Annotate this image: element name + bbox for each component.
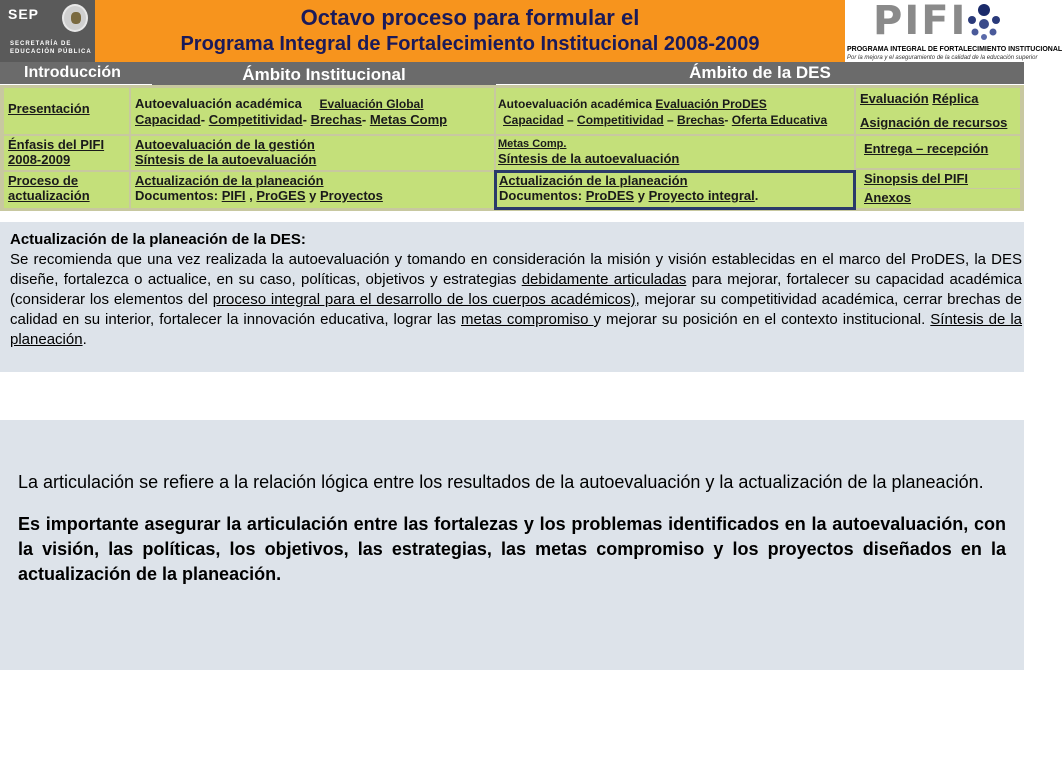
des-brechas-link[interactable]: Brechas [677, 113, 725, 127]
sep-subtitle-line2: EDUCACIÓN PÚBLICA [10, 49, 92, 55]
anexos-link[interactable]: Anexos [864, 190, 911, 205]
doc-proyectos-link[interactable]: Proyectos [319, 188, 383, 203]
pifi-subtitle: PROGRAMA INTEGRAL DE FORTALECIMIENTO INSTITUCIONAL [847, 46, 1062, 53]
tab-ambito-des[interactable]: Ámbito de la DES [496, 62, 1024, 84]
right-anexos-cell [856, 189, 1020, 208]
description-text-4: y mejorar su posición en el contexto institucional. [593, 311, 931, 328]
articulation-panel [0, 420, 1024, 670]
sep-label: SEP [8, 6, 40, 22]
evaluacion-link[interactable]: Evaluación [860, 91, 929, 106]
des-sintesis-cell [496, 136, 854, 170]
inst-capacidad-link[interactable]: Capacidad [135, 112, 201, 127]
presentacion-link[interactable]: Presentación [8, 101, 90, 116]
inst-brechas-link[interactable]: Brechas [310, 112, 362, 127]
des-sintesis-link[interactable]: Síntesis de la autoevaluación [498, 151, 680, 166]
des-capacidad-link[interactable]: Capacidad [503, 113, 564, 127]
inst-actualizacion-link[interactable]: Actualización de la planeación [135, 173, 324, 188]
doc-proyecto-integral-link[interactable]: Proyecto integral [648, 188, 755, 203]
inst-gestion-cell [131, 136, 494, 170]
right-evaluacion-cell [856, 88, 1020, 134]
doc-prodes-link[interactable]: ProDES [585, 188, 635, 203]
des-autoeval-cell: Autoevaluación académica Evaluación ProDES Capacidad – Competitividad – Brechas- Oferta Educativa [496, 88, 854, 134]
sep-subtitle-line1: SECRETARÍA DE [10, 41, 72, 47]
inst-autoeval-label: Autoevaluación académica [135, 96, 302, 111]
sep-subtitle [10, 40, 92, 56]
des-eval-prodes-link[interactable]: Evaluación ProDES [655, 97, 767, 111]
proceso-integral-link[interactable]: proceso integral para el desarrollo de los cuerpos académicos) [212, 291, 636, 308]
inst-competitividad-link[interactable]: Competitividad [208, 112, 303, 127]
mexico-crest-icon [62, 4, 88, 32]
sinopsis-link[interactable]: Sinopsis del PIFI [864, 171, 969, 186]
inst-autoeval-gestion-link[interactable]: Autoevaluación de la gestión [135, 137, 315, 152]
inst-documentos-label: Documentos: [135, 188, 219, 203]
page-title [95, 0, 845, 62]
des-competitividad-link[interactable]: Competitividad [577, 113, 664, 127]
description-text-1: Se recomienda que una vez realizada la autoevaluación y tomando en consideración la misión y visión establecidas en el marco del ProDES, la DES diseñe, fortalezca o actualice, en su caso, políticas, objetivos y estrategias [10, 251, 1022, 288]
title-line2: Programa Integral de Fortalecimiento Institucional 2008-2009 [180, 33, 760, 55]
articuladas-link[interactable]: debidamente articuladas [521, 271, 687, 288]
des-documentos-label: Documentos: [499, 188, 583, 203]
tab-introduccion[interactable]: Introducción [0, 62, 152, 84]
description-text-2: para mejorar, fortalecer su capacidad académica (considerar los elementos del [10, 271, 1022, 308]
inst-actualizacion-cell: Actualización de la planeación Documentos: PIFI , ProGES y Proyectos [131, 172, 494, 208]
proceso-link[interactable]: Proceso de actualización [8, 173, 90, 203]
articulation-paragraph: La articulación se refiere a la relación lógica entre los resultados de la autoevaluación y la actualización de la planeación. [18, 472, 984, 492]
inst-y-label: y [309, 188, 317, 203]
section-nav [0, 62, 1024, 86]
inst-eval-global-link[interactable]: Evaluación Global [319, 97, 424, 111]
inst-sintesis-link[interactable]: Síntesis de la autoevaluación [135, 152, 317, 167]
description-body [10, 250, 1022, 350]
des-y-label: y [637, 188, 645, 203]
enfasis-link[interactable]: Énfasis del PIFI 2008-2009 [8, 137, 105, 167]
right-entrega-cell [856, 136, 1020, 168]
des-oferta-link[interactable]: Oferta Educativa [731, 113, 828, 127]
tab-ambito-institucional[interactable]: Ámbito Institucional [152, 62, 496, 86]
doc-proges-link[interactable]: ProGES [256, 188, 306, 203]
importance-paragraph: Es importante asegurar la articulación entre las fortalezas y los problemas identificados en la autoevaluación, con la visión, las políticas, los objetivos, las estrategias, las metas compromiso y los proyectos diseñados en la actualización de la planeación. [18, 514, 1006, 584]
doc-pifi-link[interactable]: PIFI [221, 188, 246, 203]
metas-compromiso-link[interactable]: metas compromiso [461, 311, 594, 328]
asignacion-recursos-link[interactable]: Asignación de recursos [860, 115, 1008, 130]
pifi-tagline: Por la mejora y el aseguramiento de la calidad de la educación superior [847, 55, 1038, 61]
replica-link[interactable]: Réplica [932, 91, 979, 106]
description-text-5: . [82, 331, 87, 348]
pifi-wordmark: PIFI [873, 0, 968, 44]
entrega-recepcion-link[interactable]: Entrega – recepción [864, 141, 989, 156]
des-actualizacion-link[interactable]: Actualización de la planeación [499, 173, 688, 188]
pifi-logo [845, 0, 1062, 65]
navigation-grid [0, 85, 1024, 211]
nav-presentacion[interactable] [4, 88, 129, 134]
des-metas-link[interactable]: Metas Comp. [498, 138, 567, 150]
des-actualizacion-cell: Actualización de la planeación Documentos: ProDES y Proyecto integral. [494, 170, 856, 210]
des-autoeval-label: Autoevaluación académica [498, 97, 653, 111]
title-line1: Octavo proceso para formular el [300, 5, 640, 30]
nav-proceso[interactable] [4, 172, 129, 208]
globe-dots-icon [963, 2, 1005, 44]
inst-metas-link[interactable]: Metas Comp [369, 112, 448, 127]
nav-enfasis[interactable] [4, 136, 129, 170]
description-title: Actualización de la planeación de la DES: [10, 231, 306, 248]
right-sinopsis-cell [856, 170, 1020, 188]
inst-autoeval-cell: Autoevaluación académica Evaluación Global Capacidad- Competitividad- Brechas- Metas Comp [131, 88, 494, 134]
sintesis-planeacion-link[interactable]: Síntesis de la planeación [10, 311, 1022, 348]
description-text-3: , mejorar su competitividad académica, cerrar brechas de calidad en su interior, fortalecer la innovación educativa, lograr las [10, 291, 1022, 328]
sep-logo [0, 0, 95, 62]
description-panel [0, 222, 1024, 372]
